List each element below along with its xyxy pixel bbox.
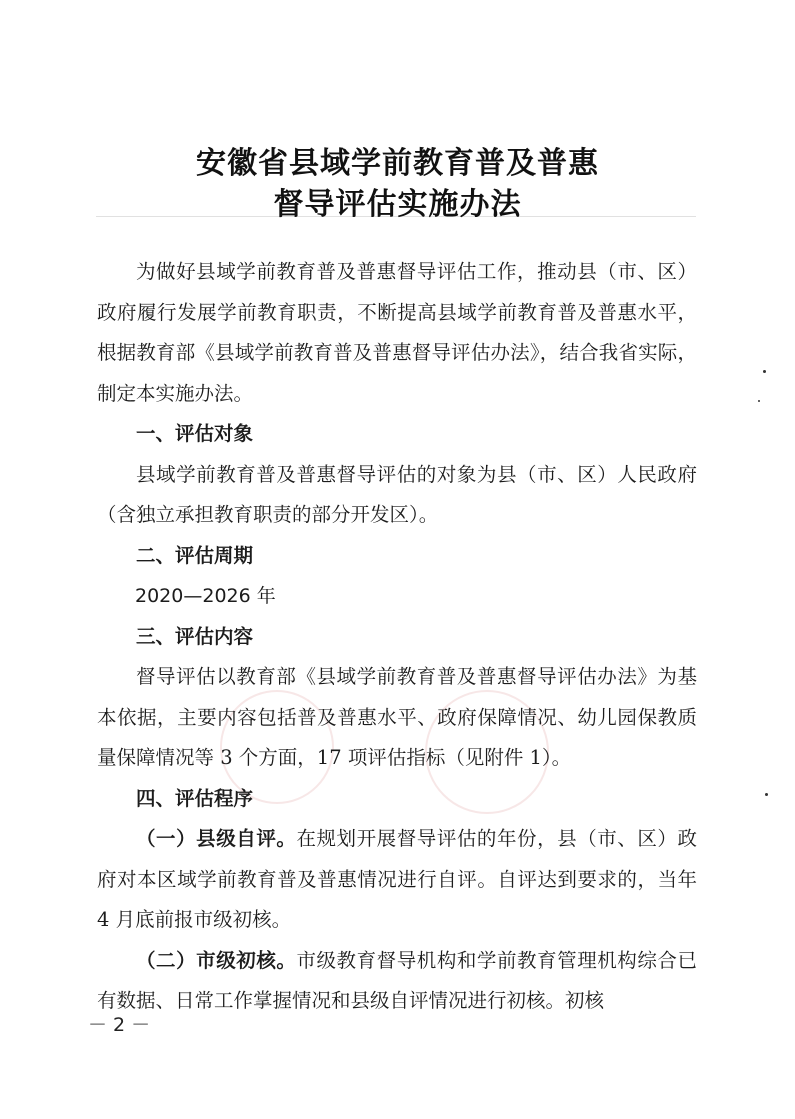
- section-1-text: 县域学前教育普及普惠督导评估的对象为县（市、区）人民政府（含独立承担教育职责的部分开发区）。: [97, 462, 697, 526]
- scan-speck: [765, 793, 768, 796]
- item-1-text: 在规划开展督导评估的年份，县（市、区）政府对本区域学前教育普及普惠情况进行自评。自评达到要求的，当年 4 月底前报市级初核。: [97, 827, 697, 931]
- item-2-text: 市级教育督导机构和学前教育管理机构综合已有数据、日常工作掌握情况和县级自评情况进行初核。初核: [97, 948, 697, 1012]
- section-4-heading: 四、评估程序: [136, 786, 254, 810]
- item-1-label: （一）县级自评。: [136, 827, 297, 850]
- section-3-heading: 三、评估内容: [136, 624, 254, 648]
- document-body: [97, 252, 697, 1022]
- page-number: － 2 －: [88, 1014, 151, 1036]
- section-2-heading: 二、评估周期: [136, 543, 254, 567]
- section-1-heading: 一、评估对象: [136, 422, 254, 445]
- scan-speck: [758, 400, 760, 402]
- section-4-item-2: [97, 941, 697, 1022]
- item-2-label: （二）市级初核。: [136, 948, 297, 972]
- document-title-line-2: 督导评估实施办法: [273, 187, 522, 222]
- section-2-text: 2020—2026 年: [135, 585, 276, 607]
- intro-paragraph: 为做好县域学前教育普及普惠督导评估工作，推动县（市、区）政府履行发展学前教育职责，不断提高县域学前教育普及普惠水平，根据教育部《县域学前教育普及普惠督导评估办法》，结合我省实际，制定本实施办法。: [97, 260, 697, 405]
- section-4-item-1: [97, 819, 697, 941]
- document-title-line-1: 安徽省县域学前教育普及普惠: [196, 146, 599, 181]
- section-3-text: 督导评估以教育部《县域学前教育普及普惠督导评估办法》为基本依据，主要内容包括普及普惠水平、政府保障情况、幼儿园保教质量保障情况等 3 个方面，17 项评估指标（见附件 1）。: [97, 665, 697, 769]
- scan-speck: [763, 370, 766, 373]
